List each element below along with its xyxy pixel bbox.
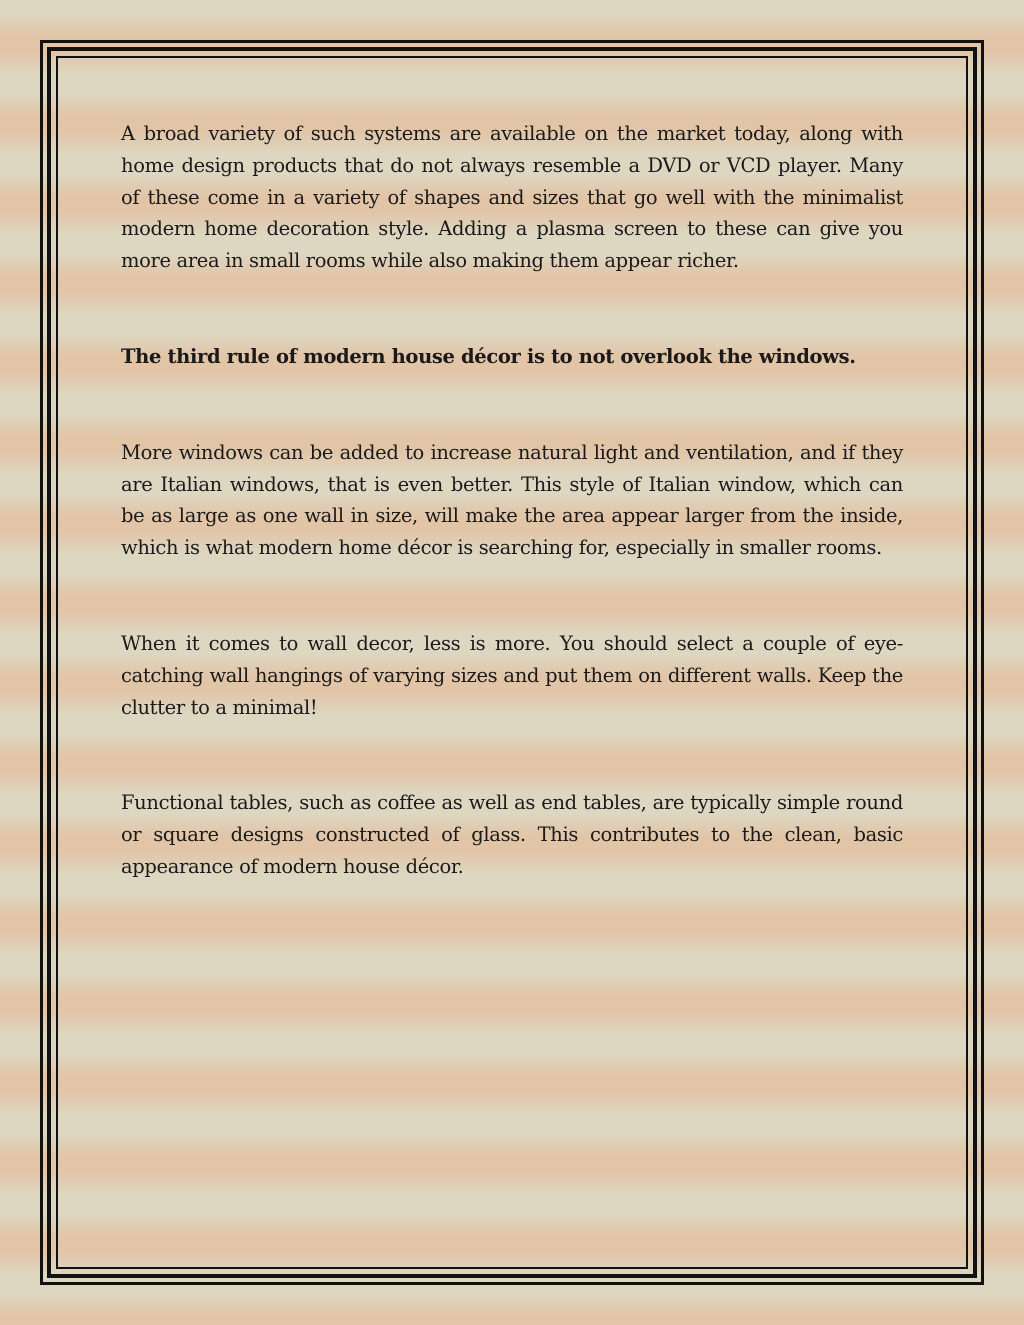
section-heading-windows: The third rule of modern house décor is to not overlook the windows. (121, 344, 856, 368)
paragraph-wall-decor: When it comes to wall decor, less is more. You should select a couple of eye-catching wall hangings of varying sizes and put them on different walls. Keep the clutter to a minimal! (121, 631, 903, 719)
paragraph-windows: More windows can be added to increase natural light and ventilation, and if they are Italian windows, that is even better. This style of Italian window, which can be as large as one wall in size, will make the area appear larger from the inside, which is what modern home décor is searching for, especially in smaller rooms. (121, 440, 903, 560)
document-body (121, 118, 903, 883)
paragraph-home-systems: A broad variety of such systems are available on the market today, along with home design products that do not always resemble a DVD or VCD player. Many of these come in a variety of shapes and sizes that go well with the minimalist modern home decoration style. Adding a plasma screen to these can give you more area in small rooms while also making them appear richer. (121, 122, 903, 273)
paragraph-tables: Functional tables, such as coffee as well as end tables, are typically simple round or square designs constructed of glass. This contributes to the clean, basic appearance of modern house décor. (121, 791, 903, 878)
